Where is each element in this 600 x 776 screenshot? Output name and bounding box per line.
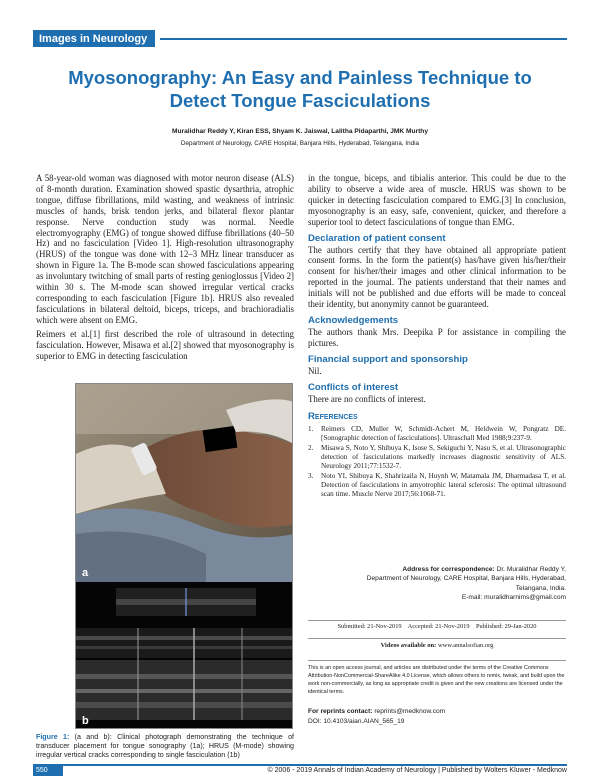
correspondence-email[interactable]: E-mail: muralidharnims@gmail.com xyxy=(461,594,566,602)
consent-heading: Declaration of patient consent xyxy=(308,232,446,244)
header-rule xyxy=(160,38,567,40)
correspondence-line-1: Department of Neurology, CARE Hospital, Banjara Hills, Hyderabad, xyxy=(366,575,566,583)
footer-text: © 2006 - 2019 Annals of Indian Academy of Neurology | Published by Wolters Kluwer - Medknow xyxy=(267,767,567,774)
author-list: Muralidhar Reddy Y, Kiran ESS, Shyam K. Jaiswal, Lalitha Pidaparthi, JMK Murthy xyxy=(172,128,428,135)
doi[interactable]: DOI: 10.4103/aian.AIAN_565_19 xyxy=(308,717,405,725)
correspondence-block xyxy=(308,565,566,603)
figure-1-image xyxy=(76,384,293,729)
ack-heading: Acknowledgements xyxy=(308,314,399,326)
correspondence-label: Address for correspondence: xyxy=(402,566,495,573)
article-dates xyxy=(308,620,566,630)
caption-label: Figure 1: xyxy=(36,733,70,741)
references-heading: References xyxy=(308,410,358,422)
videos-note xyxy=(308,638,566,649)
ack-text: The authors thank Mrs. Deepika P for assistance in compiling the pictures. xyxy=(308,326,566,348)
body-paragraph-1: A 58-year-old woman was diagnosed with motor neuron disease (ALS) of 8-month duration. Examination showed spastic dysarthria, atrophic tongue, diffuse fibrillations, mild wasting, and weakness of intrinsic muscles of hands, brisk tendon jerks, and bilateral flexor plantar response. Nerve conduction study was normal. Needle electromyography (EMG) of tongue showed diffuse fibrillations (40–50 Hz) and no fasciculation [Video 1]. High-resolution ultrasonography (HRUS) of the tongue was done with 12–3 MHz linear transducer as shown in Figure 1a. The B-mode scan showed fasciculations appearing as involuntary twitching of small parts of resting genioglossus [Video 2] within 30 s. The M-mode scan showed irregular vertical cracks corresponding to each fasciculation [Figure 1b]. HRUS also revealed fasciculations in bilateral deltoid, biceps, triceps, and brachioradialis which were absent on EMG. xyxy=(36,173,294,325)
panel-b-label: b xyxy=(82,715,89,727)
date-accepted: Accepted: 21-Nov-2019 xyxy=(407,623,470,630)
date-published: Published: 29-Jan-2020 xyxy=(475,623,537,630)
panel-a-label: a xyxy=(82,567,89,579)
left-column xyxy=(36,173,294,361)
videos-label: Videos available on: xyxy=(380,642,437,649)
reference-list xyxy=(308,425,566,499)
funding-text: Nil. xyxy=(308,365,322,376)
reference-item: 1. Reimers CD, Muller W, Schmidt-Achert M, Heldwein W, Pongratz DE. [Sonographic detection of fasciculations]. Ultraschall Med 1988;9:237-9. xyxy=(308,424,566,442)
correspondence-name: Dr. Muralidhar Reddy Y, xyxy=(496,566,566,573)
body-paragraph-3: in the tongue, biceps, and tibialis anterior. This could be due to the ability to observe a wide area of muscle. HRUS was shown to be quicker in detecting fasciculation compared to EMG.[3] In conclusion, myosonography is an easy, safe, convenient, quicker, and therefore a superior tool to detect fasciculations of tongue than EMG. xyxy=(308,173,566,227)
consent-text: The authors certify that they have obtained all appropriate patient consent forms. In the form the patient(s) has/have given his/her/their consent for his/her/their images and other clinical information to be reported in the journal. The patients understand that their names and initials will not be published and due efforts will be made to conceal their identity, but anonymity cannot be guaranteed. xyxy=(308,244,566,310)
conflict-heading: Conflicts of interest xyxy=(308,381,399,393)
reprints-block xyxy=(308,707,445,726)
eye-mask xyxy=(203,426,238,452)
correspondence-line-2: Telangana, India. xyxy=(515,584,566,592)
reference-item: 2. Misawa S, Noto Y, Shibuya K, Isose S, Sekiguchi Y, Nasu S, et al. Ultrasonographic detection of fasciculations markedly increases diagnostic sensitivity of ALS. Neurology 2011;77:1532-7. xyxy=(308,443,566,470)
figure-1 xyxy=(75,383,293,729)
date-submitted: Submitted: 21-Nov-2019 xyxy=(337,623,402,630)
license-text: This is an open access journal, and articles are distributed under the terms of the Creative Commons Attribution-NonCommercial-ShareAlike 4.0 License, which allows others to remix, tweak, and build upon the work non-commercially, as long as appropriate credit is given and the new creations are licensed under the identical terms. xyxy=(308,660,566,696)
figure-caption xyxy=(36,733,294,760)
caption-text: (a and b): Clinical photograph demonstrating the technique of transducer placement for tongue sonography (1a); HRUS (M-mode) showing irregular vertical cracks corresponding to single fasciculation (1b) xyxy=(36,733,294,759)
article-title: Myosonography: An Easy and Painless Technique to Detect Tongue Fasciculations xyxy=(68,67,532,111)
affiliation: Department of Neurology, CARE Hospital, Banjara Hills, Hyderabad, Telangana, India xyxy=(180,140,420,147)
reprints-label: For reprints contact: xyxy=(308,708,373,715)
reference-item: 3. Noto YI, Shibuya K, Shahrizaila N, Huynh W, Matamala JM, Dharmadasa T, et al. Detection of fasciculations in amyotrophic lateral sclerosis: The optimal ultrasound scan time. Muscle Nerve 2017;56:1068-71. xyxy=(308,471,566,498)
conflict-text: There are no conflicts of interest. xyxy=(308,393,426,404)
funding-heading: Financial support and sponsorship xyxy=(308,353,468,365)
body-paragraph-2: Reimers et al.[1] first described the role of ultrasound in detecting fasciculation. However, Misawa et al.[2] showed that myosonography is superior to EMG in detecting fasciculation xyxy=(36,328,294,361)
section-label: Images in Neurology xyxy=(33,30,155,47)
right-column xyxy=(308,173,566,500)
videos-url[interactable]: www.annalsofian.org xyxy=(437,642,494,649)
page-number: 550 xyxy=(33,766,63,776)
reprints-email[interactable]: reprints@medknow.com xyxy=(374,708,446,715)
